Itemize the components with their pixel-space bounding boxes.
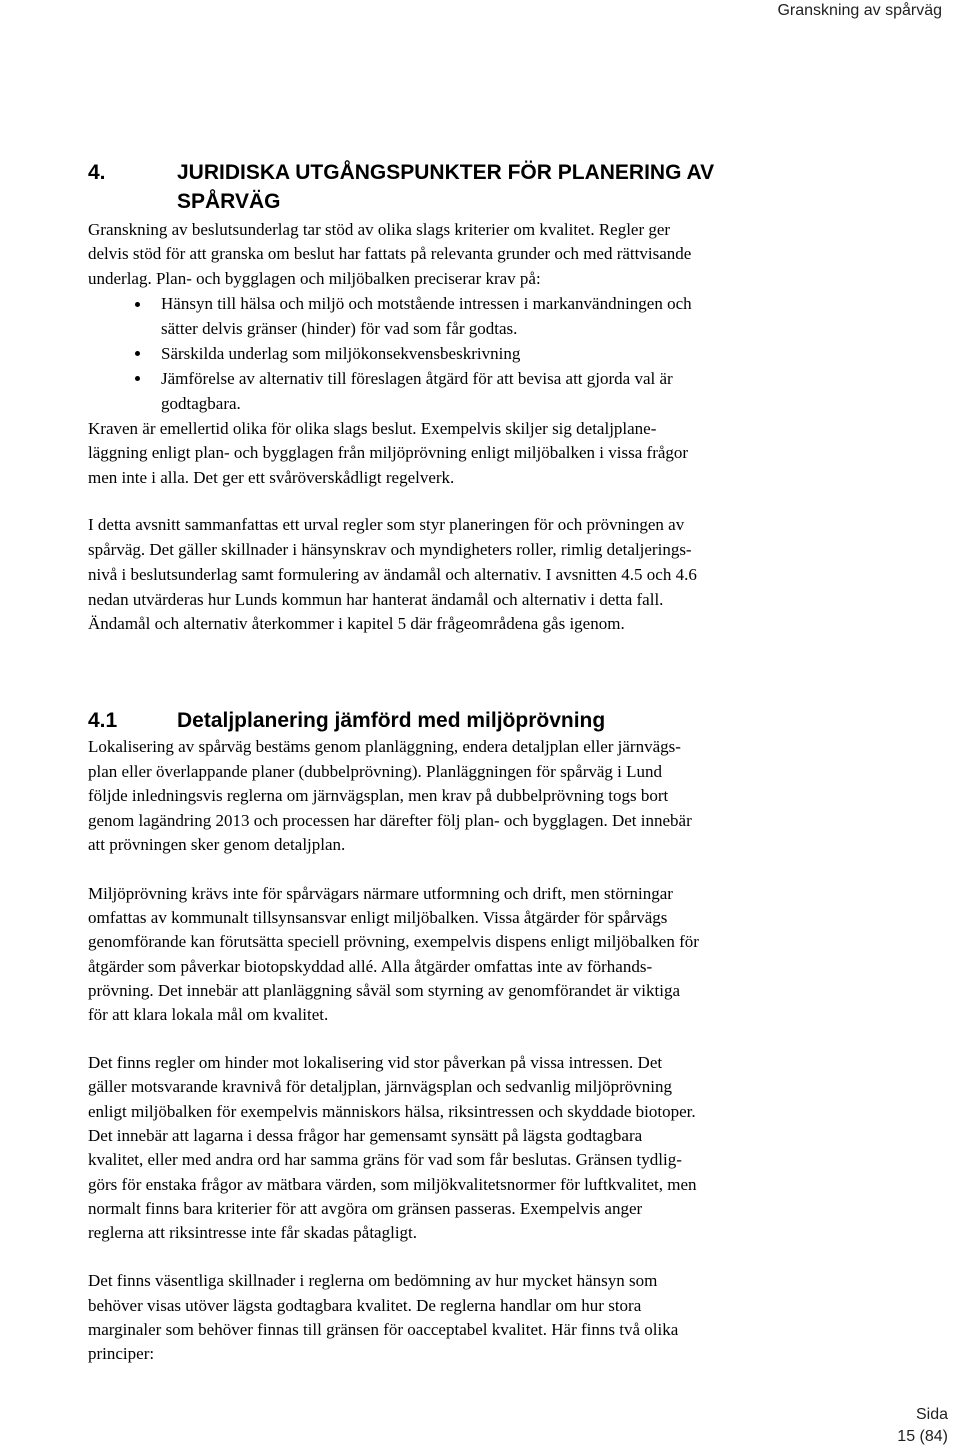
section-title-line: SPÅRVÄG	[177, 190, 281, 213]
text-line: genom lagändring 2013 och processen har därefter följ plan- och bygglagen. Det innebär	[88, 811, 692, 830]
bullet-dot	[135, 376, 140, 381]
text-line: för att klara lokala mål om kvalitet.	[88, 1005, 329, 1024]
text-line: prövning. Det innebär att planläggning såväl som styrning av genomförandet är viktiga	[88, 981, 681, 1000]
text-line: nedan utvärderas hur Lunds kommun har hanterat ändamål och alternativ i detta fall.	[88, 590, 664, 609]
section-number: 4.	[88, 161, 106, 184]
section-title: Detaljplanering jämförd med miljöprövning	[177, 709, 606, 732]
text-line: behöver visas utöver lägsta godtagbara kvalitet. De reglerna handlar om hur stora	[88, 1296, 642, 1315]
text-line: principer:	[88, 1344, 155, 1363]
bullet-item-line: sätter delvis gränser (hinder) för vad som får godtas.	[161, 319, 518, 338]
text-line: Det finns regler om hinder mot lokalisering vid stor påverkan på vissa intressen. Det	[88, 1053, 663, 1072]
text-line: läggning enligt plan- och bygglagen från miljöprövning enligt miljöbalken i vissa frågor	[88, 443, 689, 462]
text-line: Det finns väsentliga skillnader i reglerna om bedömning av hur mycket hänsyn som	[88, 1271, 658, 1290]
text-line: görs för enstaka frågor av mätbara värden, som miljökvalitetsnormer för luftkvalitet, men	[88, 1175, 697, 1194]
text-line: plan eller överlappande planer (dubbelprövning). Planläggningen för spårväg i Lund	[88, 762, 663, 781]
text-line: följde inledningsvis reglerna om järnvägsplan, men krav på dubbelprövning togs bort	[88, 786, 669, 805]
text-line: Det innebär att lagarna i dessa frågor har gemensamt synsätt på lägsta godtagbara	[88, 1126, 643, 1145]
text-line: delvis stöd för att granska om beslut har fattats på relevanta grunder och med rättvisande	[88, 244, 692, 263]
page-number: 15 (84)	[897, 1428, 948, 1445]
text-line: normalt finns bara kriterier för att avgöra om gränsen passeras. Exempelvis anger	[88, 1199, 643, 1218]
text-line: enligt miljöbalken för exempelvis människors hälsa, riksintressen och skyddade biotoper.	[88, 1102, 696, 1121]
section-title	[177, 158, 877, 216]
text-line: men inte i alla. Det ger ett svåröverskådligt regelverk.	[88, 468, 455, 487]
section-title-line: JURIDISKA UTGÅNGSPUNKTER FÖR PLANERING AV	[177, 161, 715, 184]
text-line: I detta avsnitt sammanfattas ett urval regler som styr planeringen för och prövningen av	[88, 515, 685, 534]
text-line: att prövningen sker genom detaljplan.	[88, 835, 346, 854]
page-label: Sida	[915, 1406, 948, 1423]
text-line: Miljöprövning krävs inte för spårvägars närmare utformning och drift, men störningar	[88, 884, 673, 903]
text-line: Ändamål och alternativ återkommer i kapitel 5 där frågeområdena gås igenom.	[88, 614, 625, 633]
bullet-dot	[135, 351, 140, 356]
bullet-item-line: Särskilda underlag som miljökonsekvensbeskrivning	[161, 344, 521, 363]
bullet-dot	[135, 302, 140, 307]
text-line: nivå i beslutsunderlag samt formulering av ändamål och alternativ. I avsnitten 4.5 och 4.6	[88, 565, 697, 584]
section-number: 4.1	[88, 709, 118, 732]
text-line: Kraven är emellertid olika för olika slags beslut. Exempelvis skiljer sig detaljplane-	[88, 419, 657, 438]
text-line: Lokalisering av spårväg bestäms genom planläggning, endera detaljplan eller järnvägs-	[88, 737, 681, 756]
text-line: kvalitet, eller med andra ord har samma gräns för vad som får beslutas. Gränsen tydlig-	[88, 1150, 682, 1169]
text-line: reglerna att riksintresse inte får skadas påtagligt.	[88, 1223, 418, 1242]
bullet-item-line: Jämförelse av alternativ till föreslagen åtgärd för att bevisa att gjorda val är	[161, 369, 673, 388]
text-line: underlag. Plan- och bygglagen och miljöbalken preciserar krav på:	[88, 269, 541, 288]
text-line: spårväg. Det gäller skillnader i hänsynskrav och myndigheters roller, rimlig detaljerings-	[88, 540, 692, 559]
text-line: gäller motsvarande kravnivå för detaljplan, järnvägsplan och sedvanlig miljöprövning	[88, 1077, 672, 1096]
running-header-title: Granskning av spårväg	[777, 2, 942, 19]
text-line: omfattas av kommunalt tillsynsansvar enligt miljöbalken. Vissa åtgärder för spårvägs	[88, 908, 668, 927]
text-line: åtgärder som påverkar biotopskyddad allé. Alla åtgärder omfattas inte av förhands-	[88, 957, 653, 976]
bullet-item-line: godtagbara.	[161, 394, 241, 413]
text-line: marginaler som behöver finnas till gränsen för oacceptabel kvalitet. Här finns två olika	[88, 1320, 679, 1339]
text-line: genomförande kan förutsätta speciell prövning, exempelvis dispens enligt miljöbalken för	[88, 932, 699, 951]
bullet-item-line: Hänsyn till hälsa och miljö och motstående intressen i markanvändningen och	[161, 294, 692, 313]
text-line: Granskning av beslutsunderlag tar stöd av olika slags kriterier om kvalitet. Regler ger	[88, 220, 671, 239]
